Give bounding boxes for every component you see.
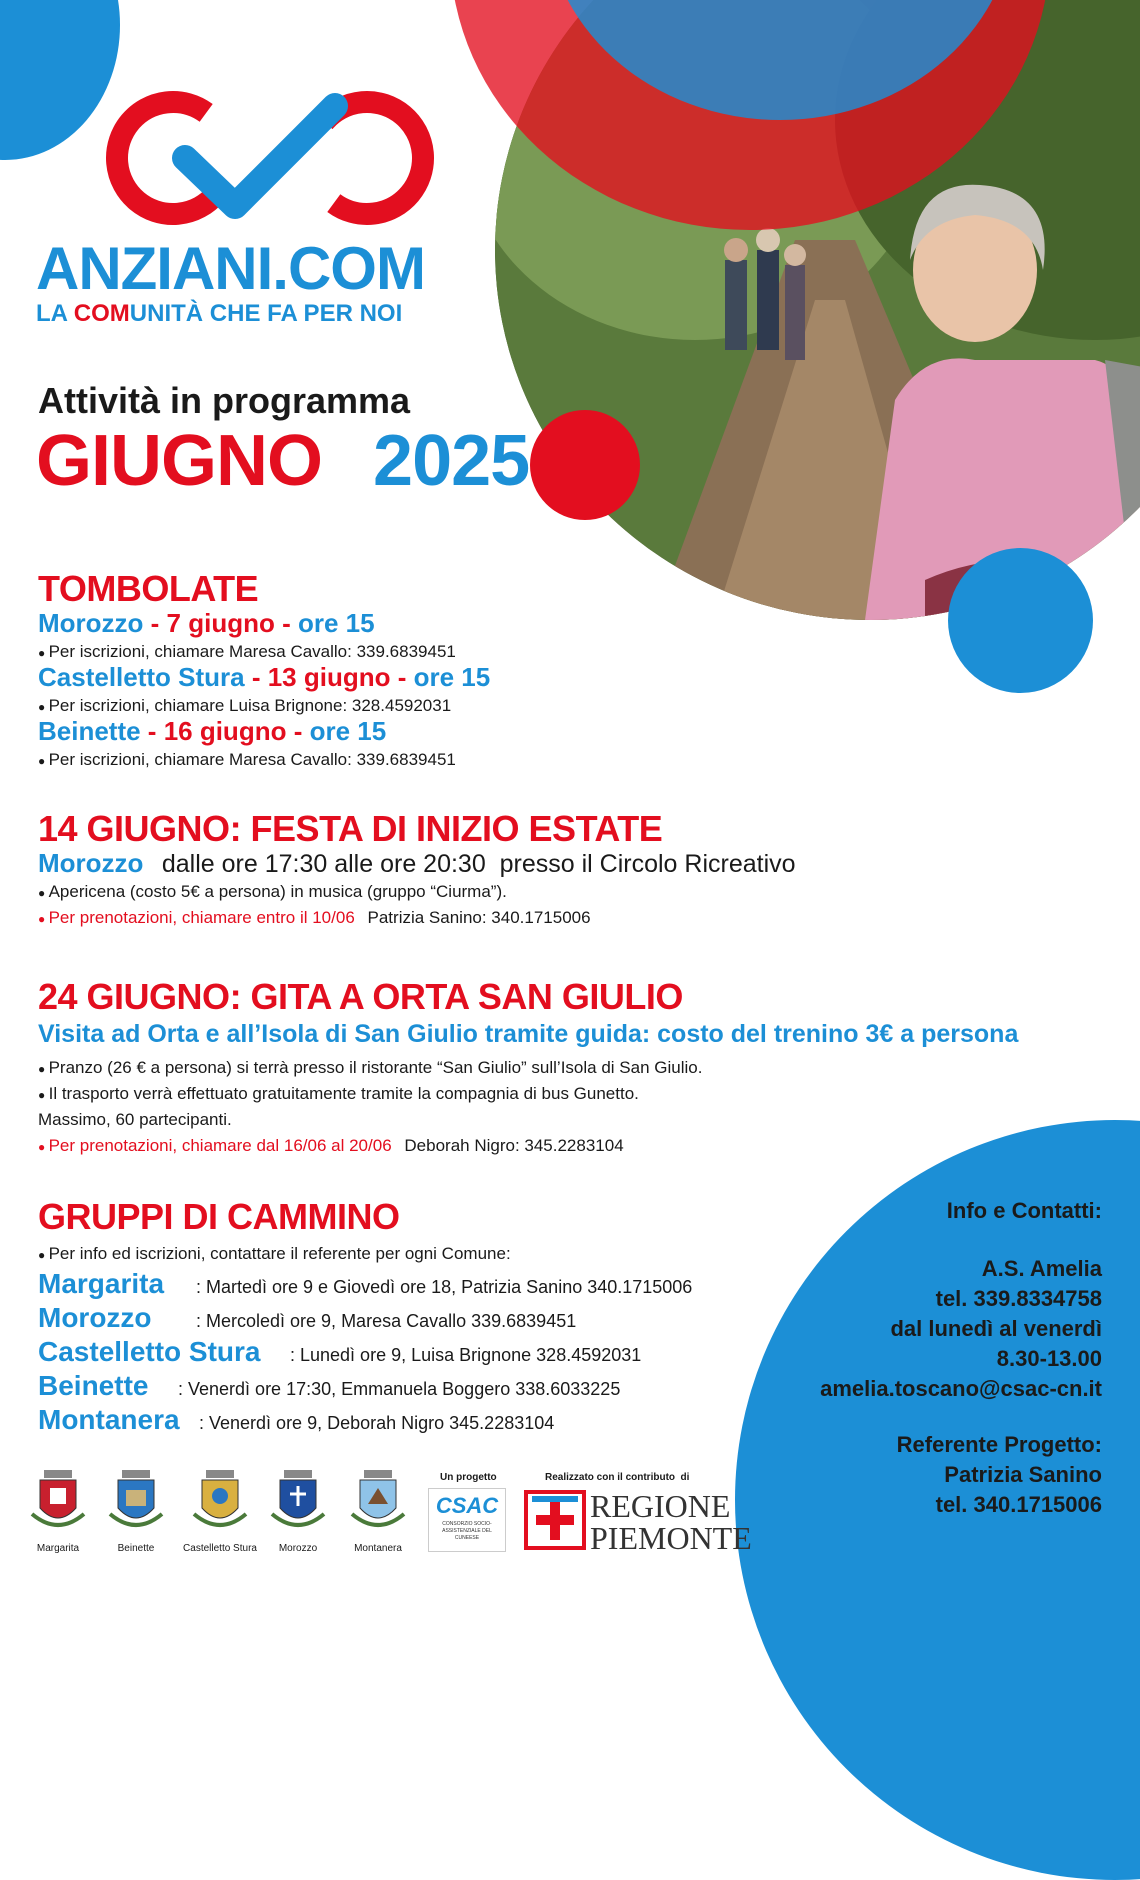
month-heading [36,420,529,502]
gita-title-text: : GITA A ORTA SAN GIULIO [229,976,683,1017]
cammino-town: Beinette [38,1370,149,1401]
tombolata-row [38,662,490,693]
contacts-spacer [820,1404,1102,1430]
contribution-label: Realizzato con il contributo di [545,1472,690,1483]
castelletto-stura-crest-icon [192,1470,248,1534]
tombolata-date: 16 giugno [163,716,287,746]
cammino-row [38,1370,620,1404]
project-label: Un progetto [440,1472,497,1483]
tombolata-info: ● Per iscrizioni, chiamare Luisa Brignone: 328.4592031 [38,694,451,719]
region-name [590,1490,752,1554]
gita-booking-contact: Deborah Nigro: 345.2283104 [404,1136,624,1155]
separator: - [140,716,164,746]
tombolata-date: 7 giugno [166,608,275,638]
tagline-highlight: COM [73,300,130,327]
tombolata-time: ore 15 [309,716,387,746]
cammino-town: Margarita [38,1268,165,1299]
festa-title-text: : FESTA DI INIZIO ESTATE [229,808,663,849]
crest-label: Montanera [354,1543,402,1554]
corner-circle-top-left [0,0,120,160]
tagline-pre: LA [36,300,74,327]
separator: - [390,662,414,692]
contacts-spacer [820,1226,1102,1254]
referent-name: Patrizia Sanino [944,1462,1102,1487]
subtitle: Attività in programma [38,380,411,421]
contacts-tel: tel. 339.8334758 [935,1286,1102,1311]
crest-label: Beinette [117,1543,155,1554]
gita-bullet: ● Pranzo (26 € a persona) si terrà presso il ristorante “San Giulio” sull’Isola di San Giulio. [38,1056,702,1081]
csac-logo-text: CSAC [435,1493,499,1518]
margarita-crest-icon [30,1470,86,1534]
crest-label: Castelletto Stura [183,1543,257,1554]
csac-caption: CONSORZIO SOCIO-ASSISTENZIALE DEL CUNEESE [442,1521,492,1541]
gita-date: 24 GIUGNO [38,976,230,1017]
gita-booking-label: ● Per prenotazioni, chiamare dal 16/06 al 20/06 [38,1136,392,1155]
contacts-block [820,1196,1102,1520]
cammino-town: Montanera [38,1404,180,1435]
gita-booking [38,1134,624,1159]
anziani-logo-icon [105,88,435,238]
contacts-email[interactable]: amelia.toscano@csac-cn.it [820,1376,1102,1401]
festa-details-row [38,848,796,879]
cammino-row [38,1268,692,1302]
tombolata-info: ● Per iscrizioni, chiamare Maresa Cavallo: 339.6839451 [38,640,456,665]
festa-booking [38,906,591,931]
cammino-schedule: : Mercoledì ore 9, Maresa Cavallo 339.6839451 [196,1311,577,1331]
cammino-row [38,1336,641,1370]
festa-booking-label: ● Per prenotazioni, chiamare entro il 10/06 [38,908,355,927]
contacts-title: Info e Contatti: [946,1198,1102,1223]
cammino-row [38,1404,554,1438]
logo-wordmark: ANZIANI.COM [36,235,425,302]
cammino-schedule: : Venerdì ore 17:30, Emmanuela Boggero 338.6033225 [178,1379,621,1399]
cammino-intro: ● Per info ed iscrizioni, contattare il referente per ogni Comune: [38,1242,511,1267]
tombolata-town: Castelletto Stura [38,662,245,692]
crest-label: Margarita [36,1543,80,1554]
referent-title: Referente Progetto: [896,1432,1102,1457]
tombolata-time: ore 15 [297,608,375,638]
csac-logo [428,1488,506,1552]
cammino-town: Morozzo [38,1302,152,1333]
festa-details: dalle ore 17:30 alle ore 20:30 presso il Circolo Ricreativo [161,850,796,878]
separator: - [244,662,268,692]
tombolata-town: Beinette [38,716,141,746]
festa-title [38,808,662,850]
tagline-post: UNITÀ CHE FA PER NOI [129,300,403,327]
overlay-circle-blue-mid [948,548,1093,693]
festa-town: Morozzo [38,848,144,878]
tombolata-date: 13 giugno [267,662,391,692]
tombolata-town: Morozzo [38,608,144,638]
separator: - [143,608,167,638]
month-label: GIUGNO [36,421,323,501]
tombolata-row [38,608,375,639]
region-line-2: PIEMONTE [590,1520,752,1556]
cammino-schedule: : Venerdì ore 9, Deborah Nigro 345.2283104 [199,1413,555,1433]
crest-label: Morozzo [278,1543,318,1554]
cammino-town: Castelletto Stura [38,1336,261,1367]
separator: - [286,716,310,746]
overlay-circle-red-mid [530,410,640,520]
year-label: 2025 [373,421,530,501]
referent-tel: tel. 340.1715006 [935,1492,1102,1517]
cammino-schedule: : Lunedì ore 9, Luisa Brignone 328.4592031 [290,1345,642,1365]
festa-date: 14 GIUGNO [38,808,230,849]
festa-booking-contact: Patrizia Sanino: 340.1715006 [367,908,591,927]
tombolate-title: TOMBOLATE [38,568,259,609]
contacts-hours: 8.30-13.00 [996,1346,1102,1371]
montanera-crest-icon [350,1470,406,1534]
cammino-row [38,1302,576,1336]
logo-tagline [36,300,402,328]
contacts-days: dal lunedì al venerdì [890,1316,1102,1341]
tombolata-info: ● Per iscrizioni, chiamare Maresa Cavallo: 339.6839451 [38,748,456,773]
cammino-title: GRUPPI DI CAMMINO [38,1196,400,1237]
tombolata-row [38,716,386,747]
gita-title [38,976,683,1018]
beinette-crest-icon [108,1470,164,1534]
gita-note: Massimo, 60 partecipanti. [38,1110,232,1129]
separator: - [274,608,298,638]
contacts-org: A.S. Amelia [981,1256,1102,1281]
festa-bullet: ● Apericena (costo 5€ a persona) in musica (gruppo “Ciurma”). [38,880,507,905]
regione-piemonte-emblem-icon [524,1490,586,1550]
tombolata-time: ore 15 [413,662,491,692]
region-line-1: REGIONE [590,1488,731,1524]
morozzo-crest-icon [270,1470,326,1534]
gita-subtitle: Visita ad Orta e all’Isola di San Giulio tramite guida: costo del trenino 3€ a persona [38,1020,1019,1048]
cammino-schedule: : Martedì ore 9 e Giovedì ore 18, Patrizia Sanino 340.1715006 [196,1277,693,1297]
gita-bullet: ● Il trasporto verrà effettuato gratuitamente tramite la compagnia di bus Gunetto. [38,1082,639,1107]
